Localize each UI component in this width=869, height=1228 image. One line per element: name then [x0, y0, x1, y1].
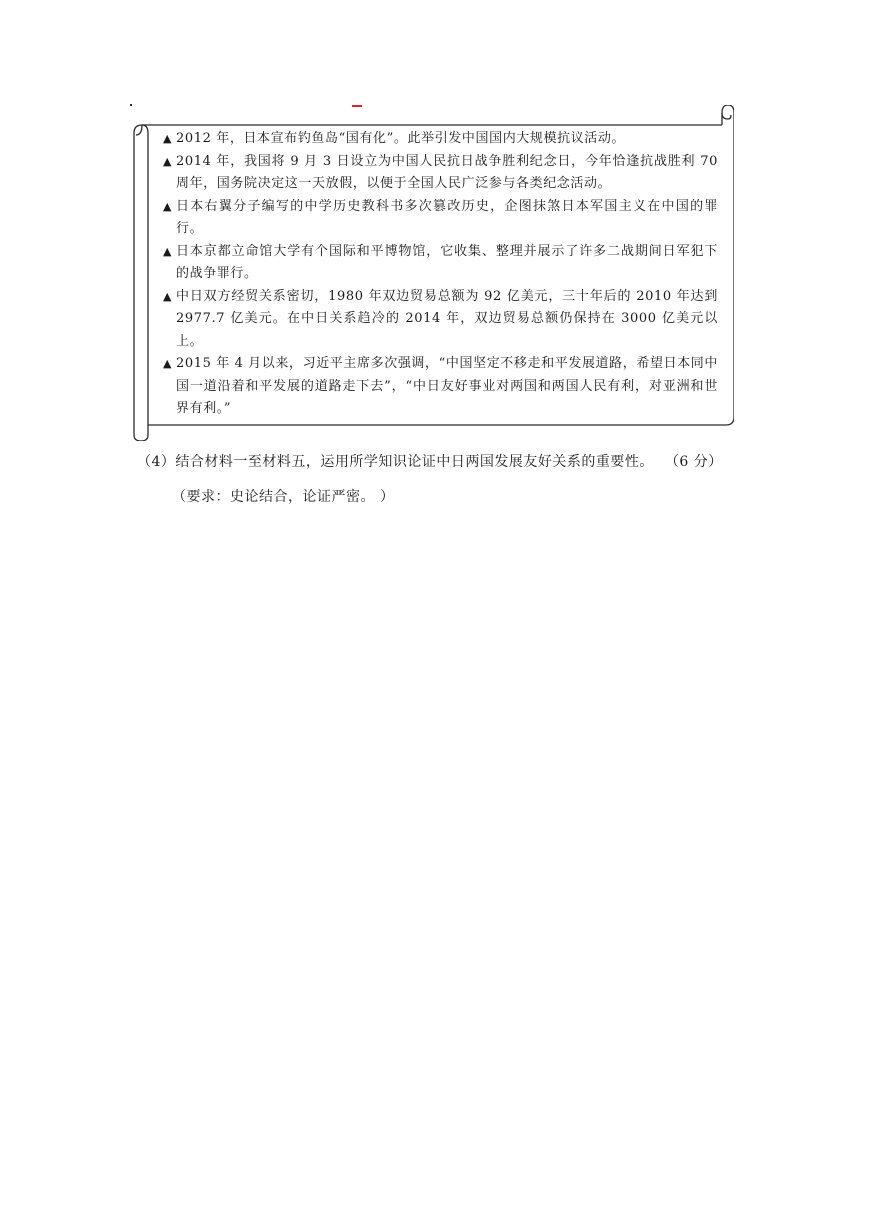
question-line: [137, 452, 747, 472]
material-text: 2012 年，日本宣布钓鱼岛“国有化”。此举引发中国国内大规模抗议活动。: [176, 131, 626, 146]
triangle-bullet-icon: ▲: [163, 289, 173, 303]
material-text: 日本京都立命馆大学有个国际和平博物馆，它收集、整理并展示了许多二战期间日军犯下的战争罪行。: [176, 243, 718, 281]
material-item: [163, 241, 718, 286]
question-requirement: （要求：史论结合，论证严密。 ）: [172, 489, 395, 505]
material-item: [163, 151, 718, 196]
material-item: [163, 196, 718, 241]
triangle-bullet-icon: ▲: [163, 244, 173, 258]
material-list: [163, 128, 718, 421]
material-text: 中日双方经贸关系密切，1980 年双边贸易总额为 92 亿美元，三十年后的 2010 年达到 2977.7 亿美元。在中日关系趋冷的 2014 年，双边贸易总额仍保持在 3000 亿美元以上。: [176, 288, 718, 349]
triangle-bullet-icon: ▲: [163, 154, 173, 168]
material-text: 2014 年，我国将 9 月 3 日设立为中国人民抗日战争胜利纪念日，今年恰逢抗战胜利 70 周年，国务院决定这一天放假，以便于全国人民广泛参与各类纪念活动。: [176, 153, 718, 191]
question-score: （6 分）: [671, 454, 723, 470]
material-text: 日本右翼分子编写的中学历史教科书多次篡改历史，企图抹煞日本军国主义在中国的罪行。: [176, 198, 718, 236]
triangle-bullet-icon: ▲: [163, 199, 173, 213]
material-item: [163, 353, 718, 421]
triangle-bullet-icon: ▲: [163, 357, 173, 370]
triangle-bullet-icon: ▲: [163, 132, 173, 145]
material-item: [163, 286, 718, 354]
question-text: （4）结合材料一至材料五，运用所学知识论证中日两国发展友好关系的重要性。: [137, 454, 654, 470]
material-text: 2015 年 4 月以来，习近平主席多次强调，“中国坚定不移走和平发展道路，希望日本同中国一道沿着和平发展的道路走下去”，“中日友好事业对两国和两国人民有利，对亚洲和世界有利。”: [176, 356, 718, 416]
material-item: [163, 128, 718, 151]
